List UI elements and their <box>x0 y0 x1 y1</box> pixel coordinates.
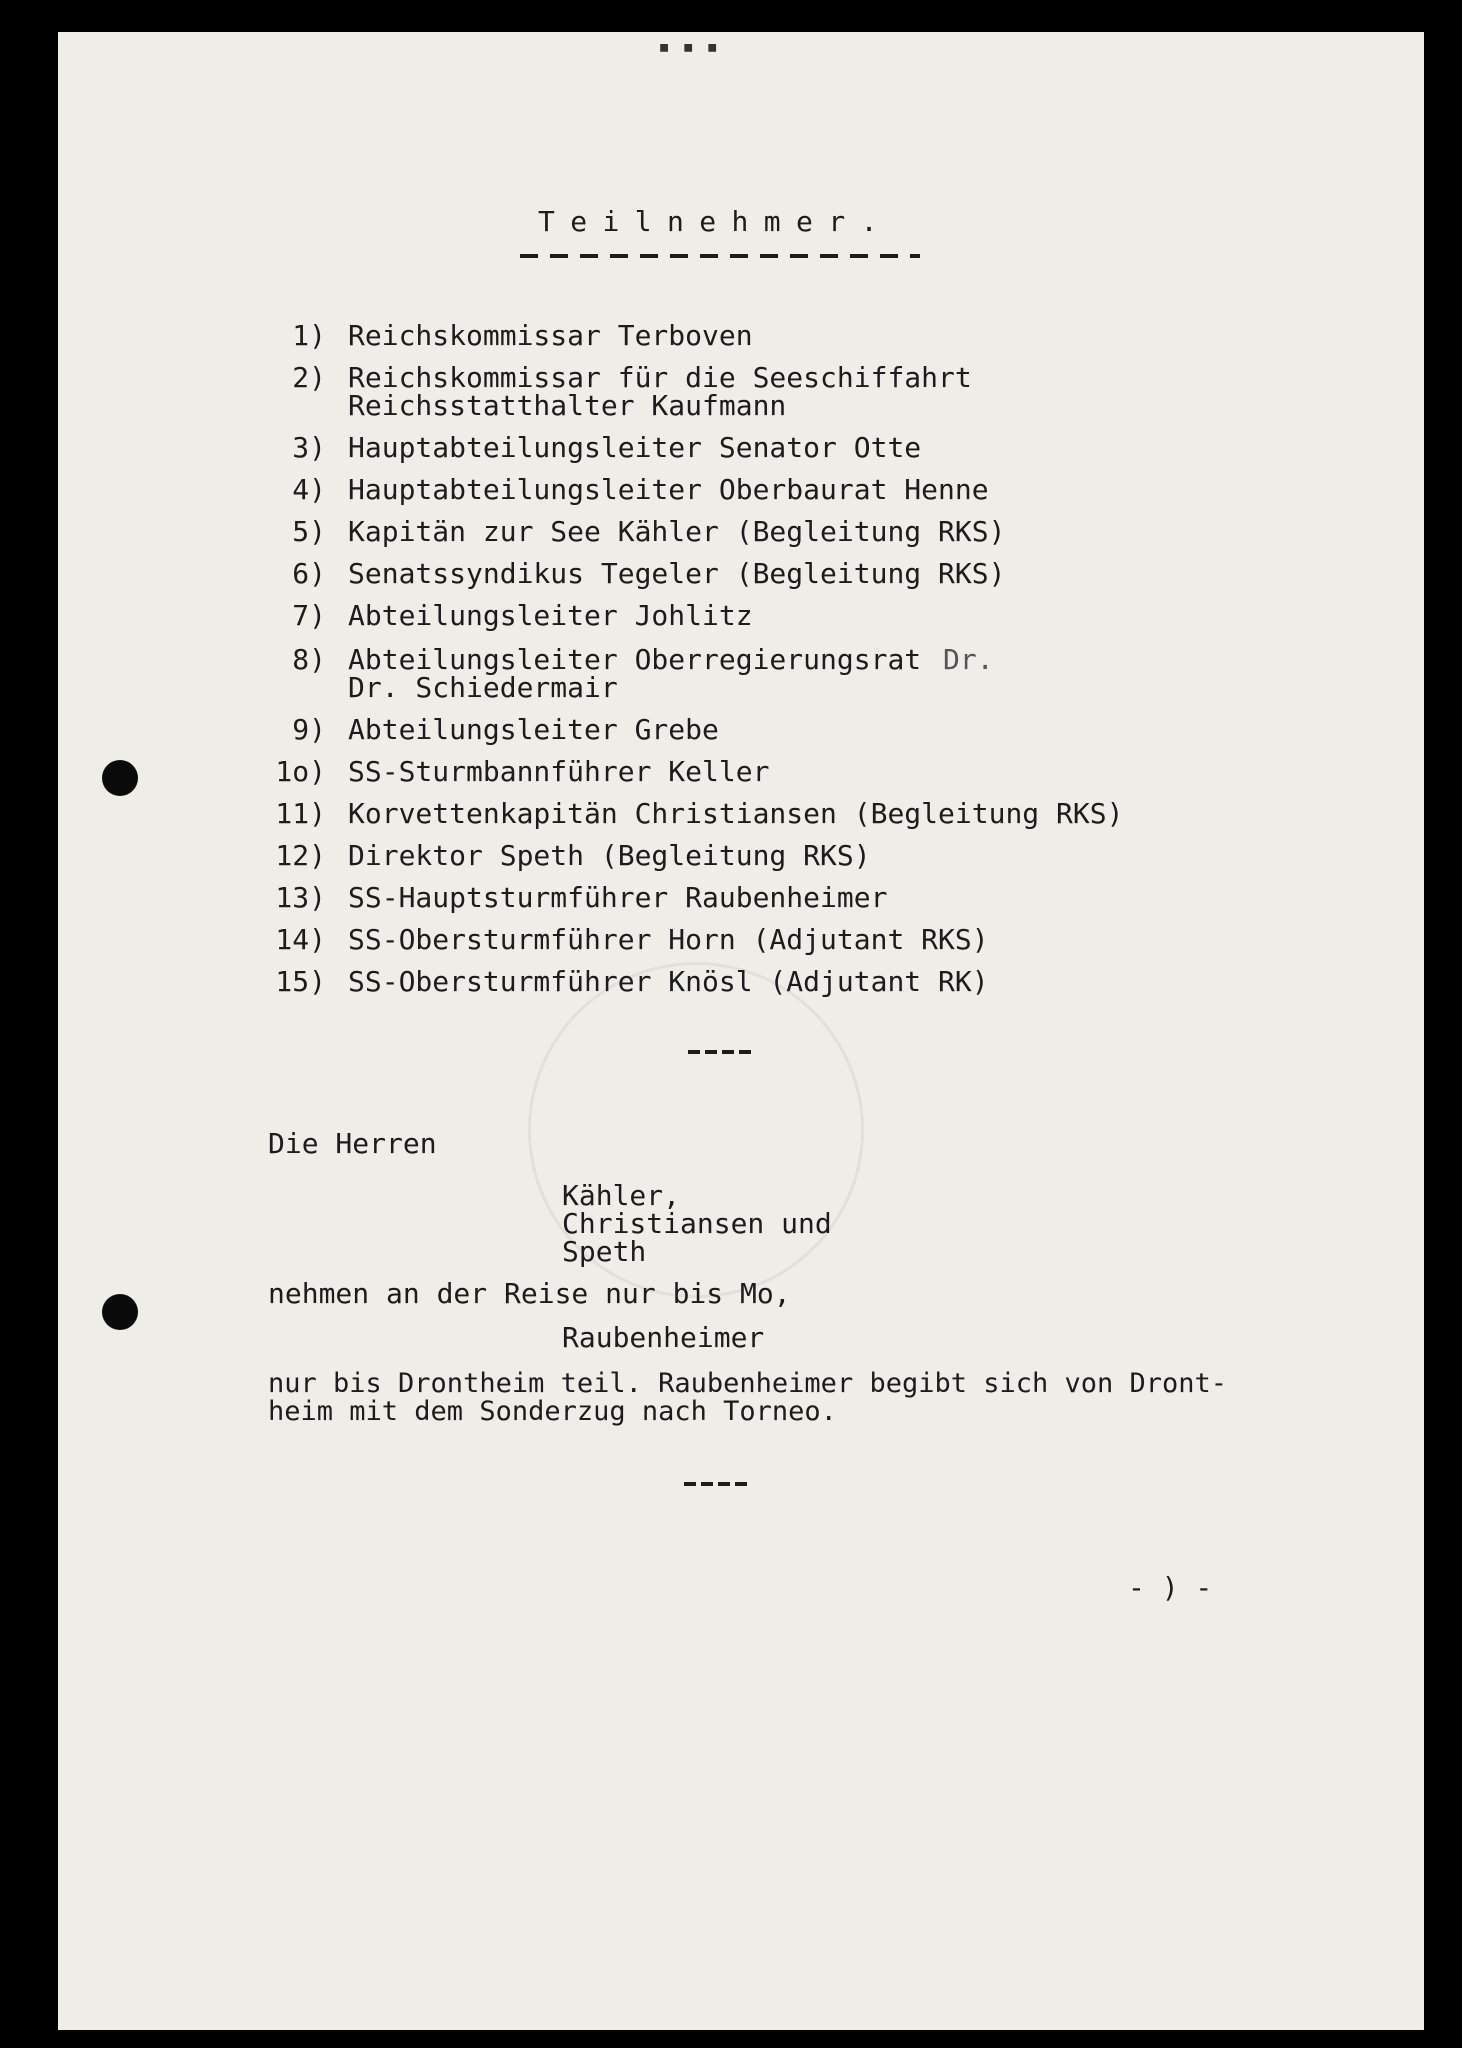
list-number: 2) <box>292 361 326 394</box>
page-marker: - ) - <box>1128 1571 1213 1604</box>
section-separator <box>684 1482 750 1486</box>
list-item: Hauptabteilungsleiter Senator Otte <box>348 431 922 464</box>
list-number: 13) <box>275 881 326 914</box>
list-item: SS-Obersturmführer Horn (Adjutant RKS) <box>348 923 989 956</box>
title-underline <box>520 254 920 258</box>
top-edge-marks: ▪ ▪ ▪ <box>658 34 719 58</box>
list-item: Abteilungsleiter Oberregierungsrat <box>348 643 922 676</box>
named-person: Christiansen und <box>562 1207 832 1240</box>
list-number: 14) <box>275 923 326 956</box>
paragraph-line: nehmen an der Reise nur bis Mo, <box>268 1277 791 1310</box>
list-item: Reichskommissar für die Seeschiffahrt <box>348 361 972 394</box>
list-item: Senatssyndikus Tegeler (Begleitung RKS) <box>348 557 1006 590</box>
list-item: Abteilungsleiter Grebe <box>348 713 719 746</box>
list-number: 4) <box>292 473 326 506</box>
list-item: Kapitän zur See Kähler (Begleitung RKS) <box>348 515 1006 548</box>
page-title: Teilnehmer. <box>538 205 893 238</box>
named-person: Raubenheimer <box>562 1321 765 1354</box>
list-item: SS-Hauptsturmführer Raubenheimer <box>348 881 888 914</box>
named-person: Speth <box>562 1235 647 1268</box>
named-person: Kähler, <box>562 1179 681 1212</box>
list-item: Korvettenkapitän Christiansen (Begleitung RKS) <box>348 797 1124 830</box>
struck-abbreviation: Dr. <box>943 643 994 676</box>
list-item-continuation: Reichsstatthalter Kaufmann <box>348 389 787 422</box>
list-number: 8) <box>292 643 326 676</box>
list-number: 7) <box>292 599 326 632</box>
document-page <box>58 32 1424 2030</box>
list-number: 3) <box>292 431 326 464</box>
list-number: 11) <box>275 797 326 830</box>
list-item: SS-Obersturmführer Knösl (Adjutant RK) <box>348 965 989 998</box>
paragraph-line: heim mit dem Sonderzug nach Torneo. <box>268 1396 837 1427</box>
list-number: 12) <box>275 839 326 872</box>
list-item: Hauptabteilungsleiter Oberbaurat Henne <box>348 473 989 506</box>
list-number: 9) <box>292 713 326 746</box>
paragraph-intro: Die Herren <box>268 1127 437 1160</box>
list-number: 15) <box>275 965 326 998</box>
list-number: 6) <box>292 557 326 590</box>
punch-hole-2 <box>102 1294 138 1330</box>
paragraph-line: nur bis Drontheim teil. Raubenheimer begibt sich von Dront- <box>268 1368 1228 1399</box>
list-item: Reichskommissar Terboven <box>348 319 753 352</box>
punch-hole-1 <box>102 760 138 796</box>
list-item-continuation: Dr. Schiedermair <box>348 671 618 704</box>
list-item: Abteilungsleiter Johlitz <box>348 599 753 632</box>
list-number: 1) <box>292 319 326 352</box>
list-item: SS-Sturmbannführer Keller <box>348 755 770 788</box>
list-number: 1o) <box>275 755 326 788</box>
section-separator <box>688 1050 754 1054</box>
list-number: 5) <box>292 515 326 548</box>
list-item: Direktor Speth (Begleitung RKS) <box>348 839 871 872</box>
